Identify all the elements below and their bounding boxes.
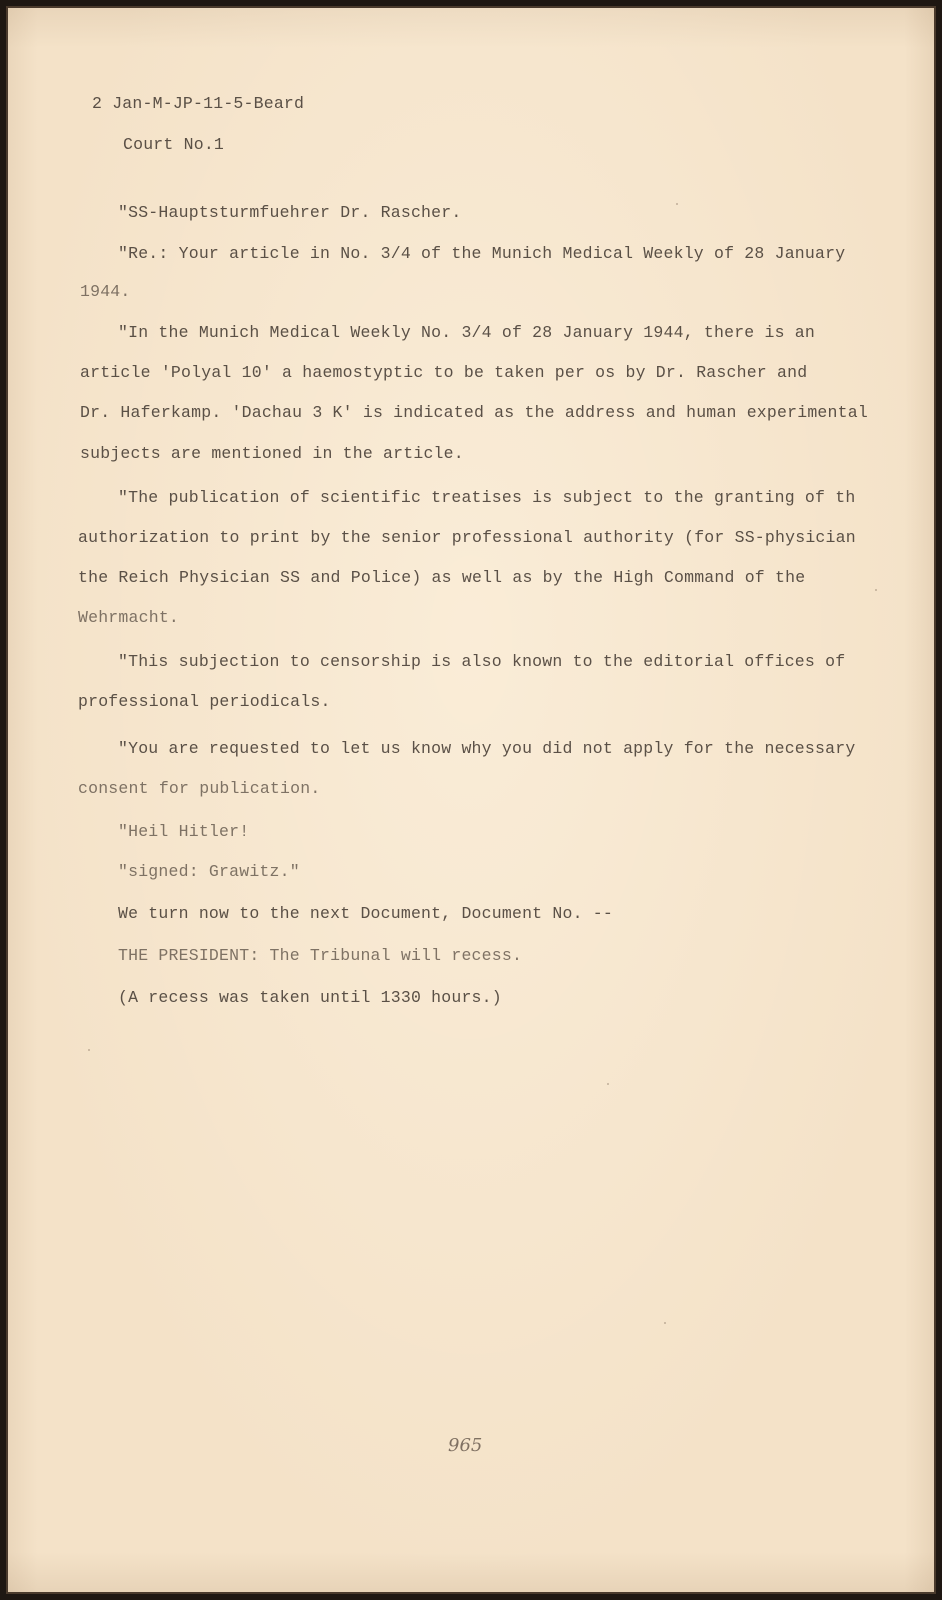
- transcript-next-document: We turn now to the next Document, Document No. --: [118, 904, 613, 923]
- letter-paragraph-line: Dr. Haferkamp. 'Dachau 3 K' is indicated as the address and human experimental: [80, 403, 868, 422]
- letter-paragraph-line: subjects are mentioned in the article.: [80, 444, 464, 463]
- paper-speck: [607, 1083, 609, 1085]
- paper-speck: [664, 1322, 666, 1324]
- paper-speck: [88, 1049, 90, 1051]
- letter-paragraph-line: "You are requested to let us know why you did not apply for the necessary: [118, 739, 856, 758]
- letter-subject-line: 1944.: [80, 282, 131, 301]
- transcript-recess-note: (A recess was taken until 1330 hours.): [118, 988, 502, 1007]
- paper-speck: [875, 589, 877, 591]
- letter-paragraph-line: article 'Polyal 10' a haemostyptic to be taken per os by Dr. Rascher and: [80, 363, 808, 382]
- page-number: 965: [448, 1435, 483, 1456]
- letter-paragraph-line: the Reich Physician SS and Police) as well as by the High Command of the: [78, 568, 806, 587]
- letter-paragraph-line: "In the Munich Medical Weekly No. 3/4 of 28 January 1944, there is an: [118, 323, 816, 342]
- court-number: Court No.1: [123, 135, 225, 154]
- document-reference: 2 Jan-M-JP-11-5-Beard: [92, 94, 305, 113]
- letter-paragraph-line: consent for publication.: [78, 779, 321, 798]
- letter-salutation: "SS-Hauptsturmfuehrer Dr. Rascher.: [118, 203, 462, 222]
- letter-paragraph-line: "This subjection to censorship is also known to the editorial offices of: [118, 652, 846, 671]
- paper-speck: [676, 203, 678, 205]
- letter-paragraph-line: professional periodicals.: [78, 692, 331, 711]
- letter-paragraph-line: "The publication of scientific treatises is subject to the granting of th: [118, 488, 856, 507]
- letter-subject-line: "Re.: Your article in No. 3/4 of the Munich Medical Weekly of 28 January: [118, 244, 846, 263]
- letter-closing: "Heil Hitler!: [118, 822, 250, 841]
- transcript-president-statement: THE PRESIDENT: The Tribunal will recess.: [118, 946, 523, 965]
- letter-signature: "signed: Grawitz.": [118, 862, 300, 881]
- letter-paragraph-line: authorization to print by the senior professional authority (for SS-physician: [78, 528, 856, 547]
- letter-paragraph-line: Wehrmacht.: [78, 608, 180, 627]
